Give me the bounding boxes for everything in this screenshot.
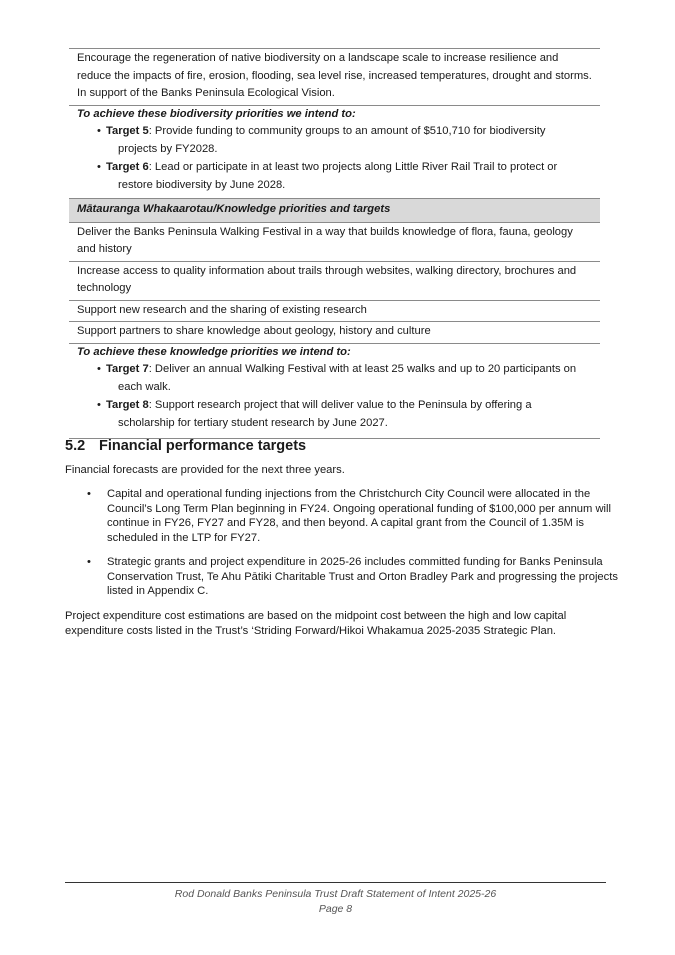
biodiversity-priority-row: Encourage the regeneration of native biodiversity on a landscape scale to increase resilience and reduce the impacts of fire, erosion, flooding, sea level rise, increased temperatures, drought and storms. In support of the Banks Peninsula Ecological Vision. <box>69 48 600 105</box>
knowledge-heading: Mātauranga Whakaarotau/Knowledge priorities and targets <box>69 198 600 223</box>
knowledge-targets-list <box>69 361 600 432</box>
footer-divider <box>65 882 606 883</box>
page-number: Page 8 <box>318 903 353 915</box>
priorities-table <box>69 48 600 439</box>
knowledge-row: Support new research and the sharing of existing research <box>69 300 600 322</box>
knowledge-row: Support partners to share knowledge about geology, history and culture <box>69 321 600 343</box>
closing-paragraph: Project expenditure cost estimations are based on the midpoint cost between the high and low capital expenditure costs listed in the Trust’s ‘Striding Forward/Hikoi Whakamua 2025-2035 Strategic Plan. <box>65 610 567 637</box>
list-item: • Capital and operational funding injections from the Christchurch City Council were allocated in the Council’s Long Term Plan beginning in FY24. Ongoing operational funding of $100,000 per annum will continue in FY26, FY27 and FY28, and then beyond. A capital grant from the Council of 1.35M is scheduled in the LTP for FY27. <box>87 488 611 544</box>
biodiversity-targets-list <box>69 123 600 194</box>
target-item: • Target 5: Provide funding to community groups to an amount of $510,710 for biodiversity projects by FY2028. <box>97 125 546 155</box>
bullet-icon: • <box>97 399 101 411</box>
bullet-icon: • <box>97 161 101 173</box>
financial-bullets <box>65 487 620 609</box>
footer-title: Rod Donald Banks Peninsula Trust Draft Statement of Intent 2025-26 <box>174 888 497 900</box>
knowledge-row: Deliver the Banks Peninsula Walking Festival in a way that builds knowledge of flora, fauna, geology and history <box>77 225 573 255</box>
list-item: • Strategic grants and project expenditure in 2025-26 includes committed funding for Banks Peninsula Conservation Trust, Te Ahu Pātiki Charitable Trust and Orton Bradley Park and progressing the projects listed in Appendix C. <box>87 556 618 597</box>
bullet-icon: • <box>87 488 91 500</box>
section-intro: Financial forecasts are provided for the next three years. <box>65 464 345 476</box>
target-item: • Target 8: Support research project that will deliver value to the Peninsula by offering a scholarship for tertiary student research by June 2027. <box>97 399 532 429</box>
knowledge-intend-label: To achieve these knowledge priorities we intend to: <box>69 343 600 362</box>
bullet-icon: • <box>97 125 101 137</box>
section-heading: 5.2 Financial performance targets <box>65 438 307 454</box>
target-item: • Target 6: Lead or participate in at least two projects along Little River Rail Trail to protect or restore biodiversity by June 2028. <box>97 161 558 191</box>
bullet-icon: • <box>97 363 101 375</box>
target-item: • Target 7: Deliver an annual Walking Festival with at least 25 walks and up to 20 participants on each walk. <box>97 363 577 393</box>
knowledge-row: Increase access to quality information about trails through websites, walking directory, brochures and technology <box>69 261 600 300</box>
bullet-icon: • <box>87 556 91 568</box>
biodiversity-intend-label: To achieve these biodiversity priorities we intend to: <box>69 105 600 124</box>
